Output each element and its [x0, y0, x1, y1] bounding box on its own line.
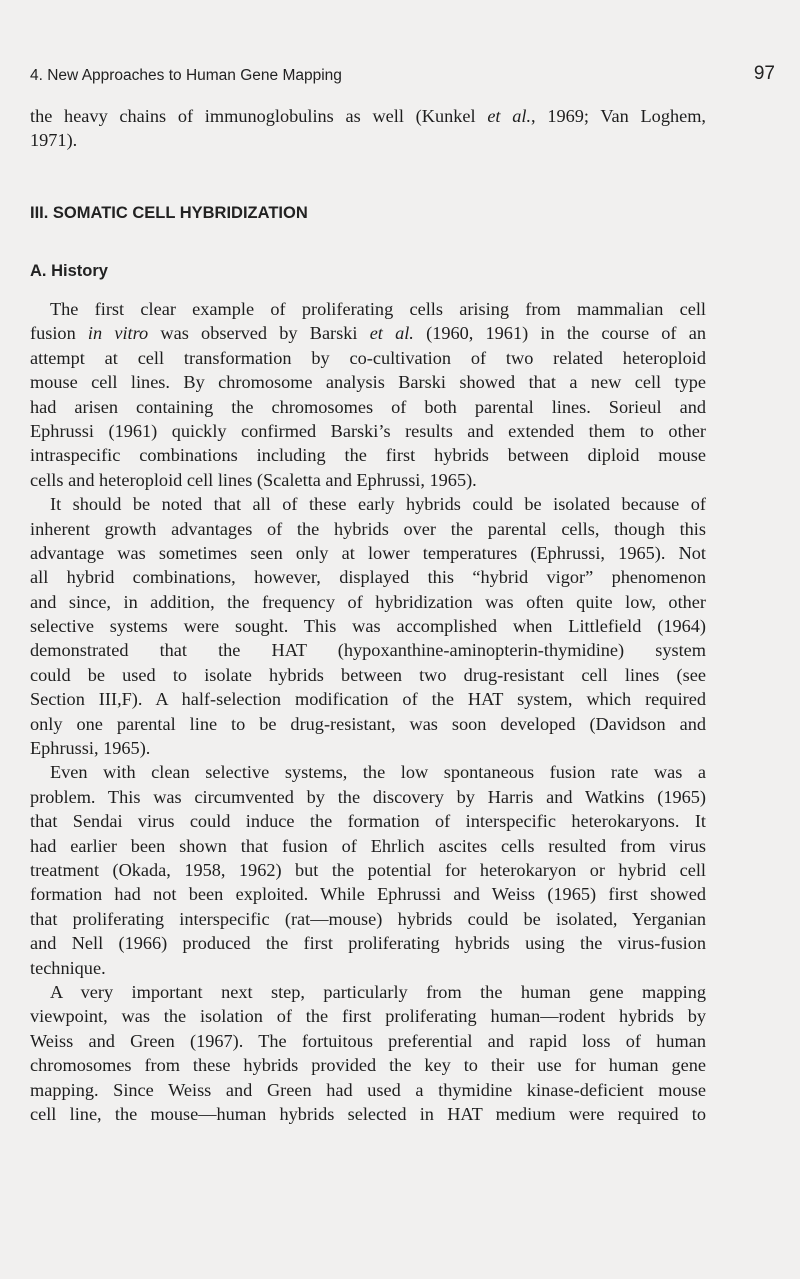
italic-text: et al.	[369, 323, 414, 344]
text-line	[30, 663, 706, 687]
text-run: the heavy chains of immunoglobulins as well (Kunkel	[30, 106, 488, 126]
text-run: mapping. Since Weiss and Green had used a thymidine kinase-deficient mouse	[30, 1079, 706, 1100]
text-line	[30, 541, 706, 565]
text-line	[30, 468, 706, 492]
text-run: intraspecific combinations including the first hybrids between diploid mouse	[30, 445, 706, 466]
text-line	[30, 858, 706, 882]
text-line	[30, 1102, 706, 1126]
text-line	[30, 395, 706, 419]
text-line	[30, 809, 706, 833]
text-line	[30, 1004, 706, 1028]
paragraph	[30, 297, 706, 492]
text-run: mouse cell lines. By chromosome analysis Barski showed that a new cell type	[30, 372, 706, 393]
text-run: Ephrussi (1961) quickly confirmed Barski’s results and extended them to other	[30, 420, 706, 441]
paragraph	[30, 760, 706, 980]
history-section-body	[30, 297, 706, 1126]
text-line	[30, 980, 706, 1004]
text-line	[30, 370, 706, 394]
text-run: selective systems were sought. This was accomplished when Littlefield (1964)	[30, 616, 706, 637]
text-line	[30, 517, 706, 541]
text-run: advantage was sometimes seen only at lower temperatures (Ephrussi, 1965). Not	[30, 542, 706, 563]
text-run: all hybrid combinations, however, displayed this “hybrid vigor” phenomenon	[30, 567, 706, 588]
text-line	[30, 1078, 706, 1102]
text-line	[30, 907, 706, 931]
text-run: attempt at cell transformation by co-cultivation of two related heteroploid	[30, 347, 706, 368]
page-number: 97	[753, 63, 775, 84]
text-line	[30, 712, 706, 736]
text-run: that Sendai virus could induce the formation of interspecific heterokaryons. It	[30, 811, 706, 832]
text-run: was observed by Barski	[148, 323, 370, 344]
text-line	[30, 492, 706, 516]
text-line	[30, 687, 706, 711]
italic-text: et al.	[487, 106, 532, 126]
text-run: (1960, 1961) in the course of an	[413, 323, 706, 344]
text-run: had arisen containing the chromosomes of both parental lines. Sorieul and	[30, 396, 706, 417]
text-run: viewpoint, was the isolation of the first proliferating human—rodent hybrids by	[30, 1006, 706, 1027]
intro-paragraph	[30, 104, 706, 153]
text-run: Even with clean selective systems, the low spontaneous fusion rate was a	[50, 762, 706, 783]
text-run: chromosomes from these hybrids provided the key to their use for human gene	[30, 1055, 706, 1076]
text-run: Weiss and Green (1967). The fortuitous preferential and rapid loss of human	[30, 1030, 706, 1051]
text-run: Ephrussi, 1965).	[30, 738, 151, 759]
text-run: problem. This was circumvented by the discovery by Harris and Watkins (1965)	[30, 786, 706, 807]
text-line	[30, 565, 706, 589]
text-run: 1971).	[30, 130, 78, 151]
italic-text: in vitro	[87, 323, 149, 344]
text-line	[30, 443, 706, 467]
text-line	[30, 419, 706, 443]
text-run: cell line, the mouse—human hybrids selected in HAT medium were required to	[30, 1103, 706, 1124]
text-line	[30, 956, 706, 980]
text-run: fusion	[30, 323, 88, 344]
text-line	[30, 638, 706, 662]
text-run: had earlier been shown that fusion of Ehrlich ascites cells resulted from virus	[30, 835, 706, 856]
subsection-heading: A. History	[30, 262, 108, 280]
text-run: could be used to isolate hybrids between two drug-resistant cell lines (see	[30, 664, 706, 685]
text-run: The first clear example of proliferating cells arising from mammalian cell	[50, 299, 706, 319]
running-head	[30, 63, 775, 89]
running-title: 4. New Approaches to Human Gene Mapping	[30, 67, 342, 84]
text-run: , 1969; Van Loghem,	[531, 106, 707, 126]
paragraph	[30, 980, 706, 1126]
text-run: demonstrated that the HAT (hypoxanthine-aminopterin-thymidine) system	[30, 640, 706, 661]
text-line	[30, 834, 706, 858]
text-line	[30, 760, 706, 784]
text-line	[30, 785, 706, 809]
text-run: inherent growth advantages of the hybrids over the parental cells, though this	[30, 518, 706, 539]
text-line	[30, 736, 706, 760]
text-line	[30, 1029, 706, 1053]
section-heading: III. SOMATIC CELL HYBRIDIZATION	[30, 204, 308, 222]
text-run: and Nell (1966) produced the first proliferating hybrids using the virus-fusion	[30, 933, 706, 954]
text-run: cells and heteroploid cell lines (Scaletta and Ephrussi, 1965).	[30, 469, 477, 490]
text-line	[30, 931, 706, 955]
text-line	[30, 297, 706, 321]
text-line	[30, 104, 706, 128]
text-run: that proliferating interspecific (rat—mouse) hybrids could be isolated, Yerganian	[30, 908, 706, 929]
text-run: Section III,F). A half-selection modification of the HAT system, which required	[30, 689, 706, 710]
text-run: formation had not been exploited. While Ephrussi and Weiss (1965) first showed	[30, 884, 706, 905]
text-line	[30, 321, 706, 345]
paragraph	[30, 492, 706, 760]
text-line	[30, 346, 706, 370]
text-run: only one parental line to be drug-resistant, was soon developed (Davidson and	[30, 713, 706, 734]
text-line	[30, 1053, 706, 1077]
text-line	[30, 128, 706, 152]
text-run: treatment (Okada, 1958, 1962) but the potential for heterokaryon or hybrid cell	[30, 859, 706, 880]
text-line	[30, 614, 706, 638]
text-run: and since, in addition, the frequency of hybridization was often quite low, other	[30, 591, 706, 612]
text-line	[30, 590, 706, 614]
text-line	[30, 882, 706, 906]
text-run: A very important next step, particularly from the human gene mapping	[50, 981, 706, 1002]
text-run: It should be noted that all of these early hybrids could be isolated because of	[50, 494, 706, 515]
text-run: technique.	[30, 957, 106, 978]
